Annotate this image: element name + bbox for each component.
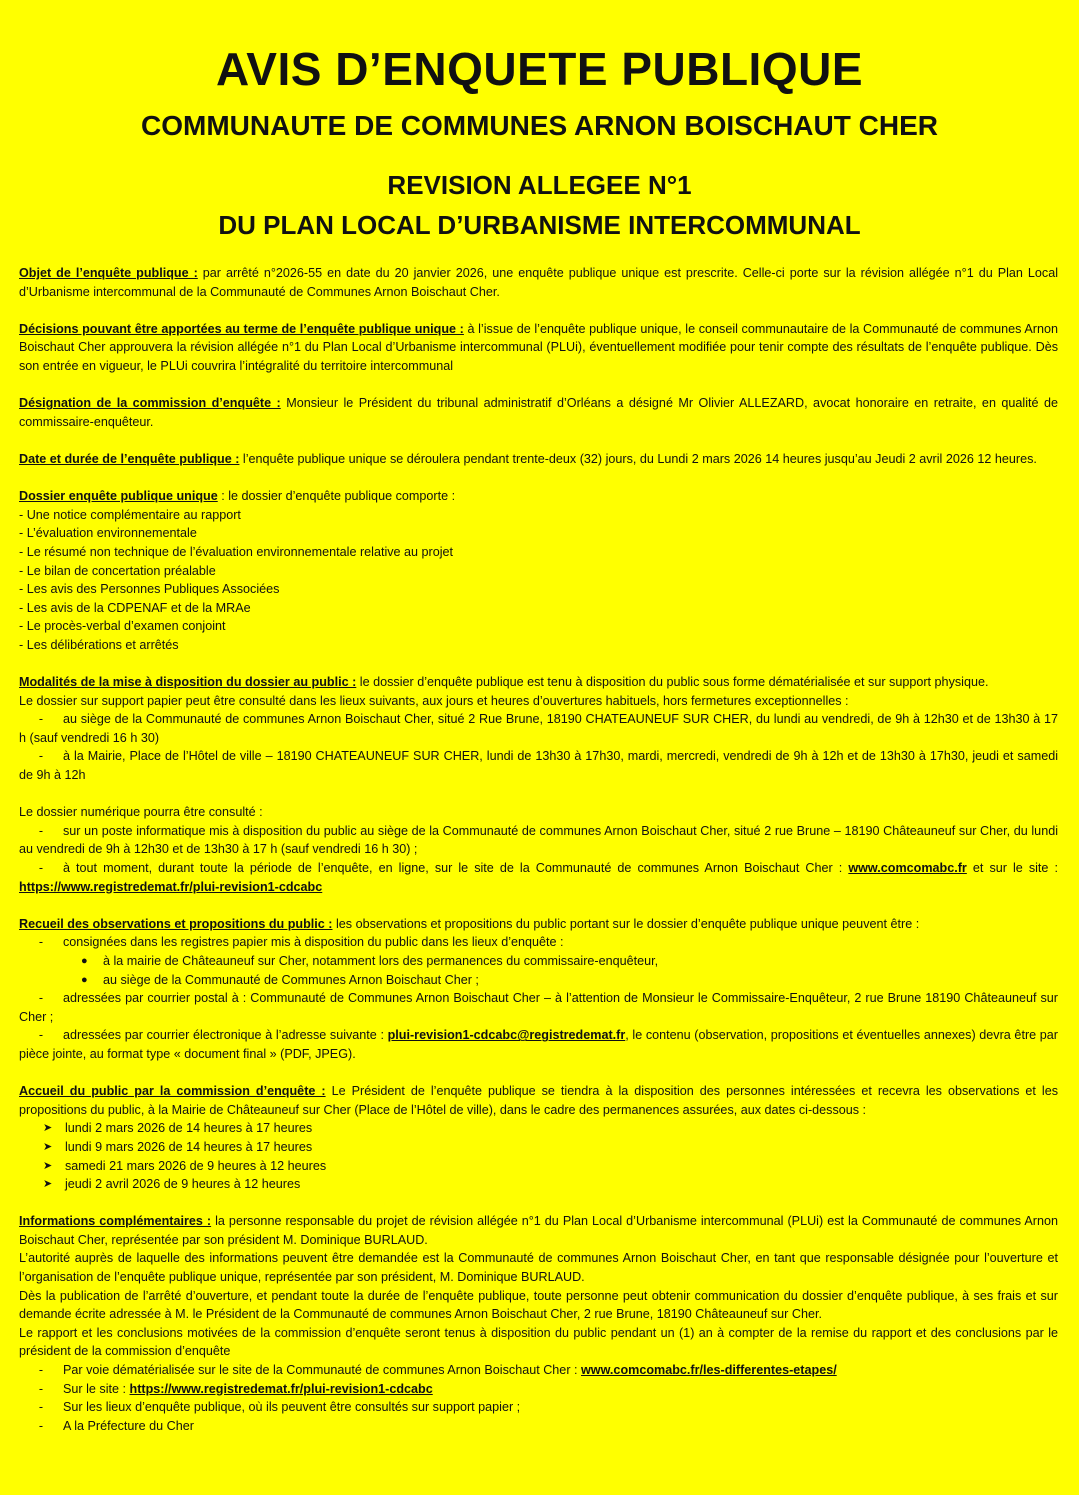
section-designation xyxy=(19,394,1058,431)
date-item: ➤ jeudi 2 avril 2026 de 9 heures à 12 heures xyxy=(19,1175,1058,1194)
section-label: Dossier enquête publique unique xyxy=(19,489,218,504)
list-item: - au siège de la Communauté de communes Arnon Boischaut Cher, situé 2 Rue Brune, 18190 CHATEAUNEUF SUR CHER, du lundi au vendredi, de 9h à 12h30 et de 13h30 à 17 h (sauf vendredi 16 h 30) xyxy=(19,712,1058,745)
section-recueil xyxy=(19,915,1058,1064)
infos-paragraph: Dès la publication de l’arrêté d’ouverture, et pendant toute la durée de l’enquête publique, toute personne peut obtenir communication du dossier d’enquête publique, à ses frais et sur demande écrite adressée à M. le Président de la Communauté de communes Arnon Boischaut Cher, 2 rue Brune, 18190 Châteauneuf sur Cher. xyxy=(19,1288,1058,1322)
section-text: les observations et propositions du public portant sur le dossier d’enquête publique unique peuvent être : xyxy=(332,916,920,931)
arrow-icon: ➤ xyxy=(43,1178,53,1191)
section-label: Décisions pouvant être apportées au terme de l’enquête publique unique : xyxy=(19,321,464,336)
section-text: : le dossier d’enquête publique comporte : xyxy=(217,489,456,504)
list-item: - A la Préfecture du Cher xyxy=(38,1418,194,1433)
infos-paragraph: L’autorité auprès de laquelle des informations peuvent être demandée est la Communauté de communes Arnon Boischaut Cher, en tant que responsable désignée pour l’ouverture et l’organisation de l’enquête publique unique, représentée par son président, M. Dominique BURLAUD. xyxy=(19,1251,1058,1285)
section-label: Informations complémentaires : xyxy=(19,1214,212,1229)
section-text: Monsieur le Président du tribunal administratif d’Orléans a désigné Mr Olivier ALLEZARD, avocat honoraire en retraite, en qualité de commissaire-enquêteur. xyxy=(19,396,1058,429)
plan-heading: DU PLAN LOCAL D’URBANISME INTERCOMMUNAL xyxy=(218,210,861,240)
revision-heading: REVISION ALLEGEE N°1 xyxy=(387,170,692,200)
section-objet xyxy=(19,264,1058,301)
section-text: l’enquête publique unique se déroulera pendant trente-deux (32) jours, du Lundi 2 mars 2026 14 heures jusqu’au Jeudi 2 avril 2026 12 heures. xyxy=(239,451,1037,466)
list-item: - Les avis des Personnes Publiques Associées xyxy=(19,582,280,597)
date-item: ➤ lundi 2 mars 2026 de 14 heures à 17 heures xyxy=(19,1119,1058,1138)
section-accueil xyxy=(19,1082,1058,1194)
email-link[interactable]: plui-revision1-cdcabc@registredemat.fr xyxy=(387,1028,626,1043)
list-item: - Sur les lieux d’enquête publique, où ils peuvent être consultés sur support papier ; xyxy=(38,1400,521,1415)
section-text: la personne responsable du projet de révision allégée n°1 du Plan Local d’Urbanisme intercommunal (PLUi) est la Communauté de communes Arnon Boischaut Cher, représentée par son président M. Dominique BURLAUD. xyxy=(19,1214,1059,1247)
arrow-icon: ➤ xyxy=(43,1140,53,1153)
section-label: Accueil du public par la commission d’enquête : xyxy=(19,1084,326,1099)
section-numerique xyxy=(19,803,1058,896)
list-item: - Le procès-verbal d’examen conjoint xyxy=(19,619,226,634)
section-label: Modalités de la mise à disposition du dossier au public : xyxy=(19,675,357,690)
list-item: - Les avis de la CDPENAF et de la MRAe xyxy=(19,600,251,615)
list-item: - Les délibérations et arrêtés xyxy=(19,637,179,652)
comcomabc-link[interactable]: www.comcomabc.fr xyxy=(848,861,967,875)
list-item: - Le bilan de concertation préalable xyxy=(19,563,216,578)
section-label: Date et durée de l’enquête publique : xyxy=(19,451,240,466)
list-item: - Le résumé non technique de l’évaluation environnementale relative au projet xyxy=(19,544,454,559)
section-text: à l’issue de l’enquête publique unique, le conseil communautaire de la Communauté de communes Arnon Boischaut Cher approuvera la révision allégée n°1 du Plan Local d’Urbanisme intercommunal (PLUi), éventuellement modifiée pour tenir compte des résultats de l’enquête publique. Dès son entrée en vigueur, le PLUi couvrira l’intégralité du territoire intercommunal xyxy=(19,321,1058,373)
section-text: par arrêté n°2026-55 en date du 20 janvier 2026, une enquête publique unique est prescrite. Celle-ci porte sur la révision allégée n°1 du Plan Local d’Urbanisme intercommunal de la Communauté de Communes Arnon Boischaut Cher. xyxy=(19,266,1058,299)
bullet-icon: ● xyxy=(81,973,88,986)
list-item: - adressées par courrier postal à : Communauté de Communes Arnon Boischaut Cher – à l’attention de Monsieur le Commissaire-Enquêteur, 2 rue Brune 18190 Châteauneuf sur Cher ; xyxy=(19,991,1058,1024)
section-text: Le Président de l’enquête publique se tiendra à la disposition des personnes intéressées et recevra les observations et les propositions du public, à la Mairie de Châteauneuf sur Cher (Place de l’Hôtel de ville), dans le cadre des permanences assurées, aux dates ci-dessous : xyxy=(19,1084,1058,1117)
list-item: - à la Mairie, Place de l’Hôtel de ville – 18190 CHATEAUNEUF SUR CHER, lundi de 13h30 à 17h30, mardi, mercredi, vendredi de 9h à 12h et de 13h30 à 17h30, jeudi et samedi de 9h à 12h xyxy=(19,749,1058,783)
bullet-icon: ● xyxy=(81,954,88,967)
arrow-icon: ➤ xyxy=(43,1122,53,1135)
page-title: AVIS D’ENQUETE PUBLIQUE xyxy=(215,43,864,95)
list-item: - sur un poste informatique mis à disposition du public au siège de la Communauté de communes Arnon Boischaut Cher, situé 2 rue Brune – 18190 Châteauneuf sur Cher, du lundi au vendredi de 9h à 12h30 et de 13h30 à 17 h (sauf vendredi 16 h 30) ; xyxy=(19,823,1058,857)
section-decisions xyxy=(19,320,1058,376)
registredemat-link[interactable]: https://www.registredemat.fr/plui-revision1-cdcabc xyxy=(19,879,323,894)
page-subtitle: COMMUNAUTE DE COMMUNES ARNON BOISCHAUT CHER xyxy=(141,110,938,141)
date-item: ➤ samedi 21 mars 2026 de 9 heures à 12 heures xyxy=(19,1157,1058,1176)
papier-intro: Le dossier sur support papier peut être consulté dans les lieux suivants, aux jours et heures d’ouvertures habituels, hors fermetures exceptionnelles : xyxy=(19,693,849,708)
notice-body xyxy=(19,264,1058,1435)
section-modalites xyxy=(19,673,1058,785)
etapes-link[interactable]: www.comcomabc.fr/les-differentes-etapes/ xyxy=(581,1363,837,1378)
list-item: - à tout moment, durant toute la période de l’enquête, en ligne, sur le site de la Communauté de communes Arnon Boischaut Cher : www.comcomabc.fr et sur le site : https://www.registredemat.fr/plui-revision1-cdcabc xyxy=(19,861,1058,894)
list-item: - Sur le site : https://www.registredemat.fr/plui-revision1-cdcabc xyxy=(38,1381,433,1396)
list-item: - adressées par courrier électronique à l’adresse suivante : plui-revision1-cdcabc@registredemat.fr, le contenu (observation, propositions et éventuelles annexes) devra être par pièce jointe, au format type « document final » (PDF, JPEG). xyxy=(19,1028,1058,1061)
arrow-icon: ➤ xyxy=(43,1159,53,1172)
sub-list-item: ● à la mairie de Châteauneuf sur Cher, notamment lors des permanences du commissaire-enquêteur, xyxy=(19,952,1058,971)
list-item: - Une notice complémentaire au rapport xyxy=(19,507,241,522)
list-item: - consignées dans les registres papier mis à disposition du public dans les lieux d’enquête : xyxy=(38,935,564,950)
infos-paragraph: Le rapport et les conclusions motivées de la commission d’enquête seront tenus à disposition du public pendant un (1) an à compter de la remise du rapport et des conclusions par le président de la commission d’enquête xyxy=(19,1325,1058,1359)
date-item: ➤ lundi 9 mars 2026 de 14 heures à 17 heures xyxy=(19,1138,1058,1157)
section-dossier xyxy=(19,487,1058,654)
sub-list-item: ● au siège de la Communauté de Communes Arnon Boischaut Cher ; xyxy=(19,971,1058,990)
registredemat-link[interactable]: https://www.registredemat.fr/plui-revision1-cdcabc xyxy=(129,1381,433,1396)
list-item: - L’évaluation environnementale xyxy=(19,526,197,541)
section-text: le dossier d’enquête publique est tenu à disposition du public sous forme dématérialisée et sur support physique. xyxy=(356,675,989,690)
section-infos xyxy=(19,1212,1058,1435)
section-label: Objet de l’enquête publique : xyxy=(19,266,198,280)
list-item: - Par voie dématérialisée sur le site de la Communauté de communes Arnon Boischaut Cher : www.comcomabc.fr/les-differentes-etapes/ xyxy=(38,1363,837,1378)
section-date xyxy=(19,450,1058,469)
section-label: Désignation de la commission d’enquête : xyxy=(19,396,281,411)
section-label: Recueil des observations et propositions du public : xyxy=(19,916,333,931)
numerique-intro: Le dossier numérique pourra être consulté : xyxy=(19,805,263,820)
